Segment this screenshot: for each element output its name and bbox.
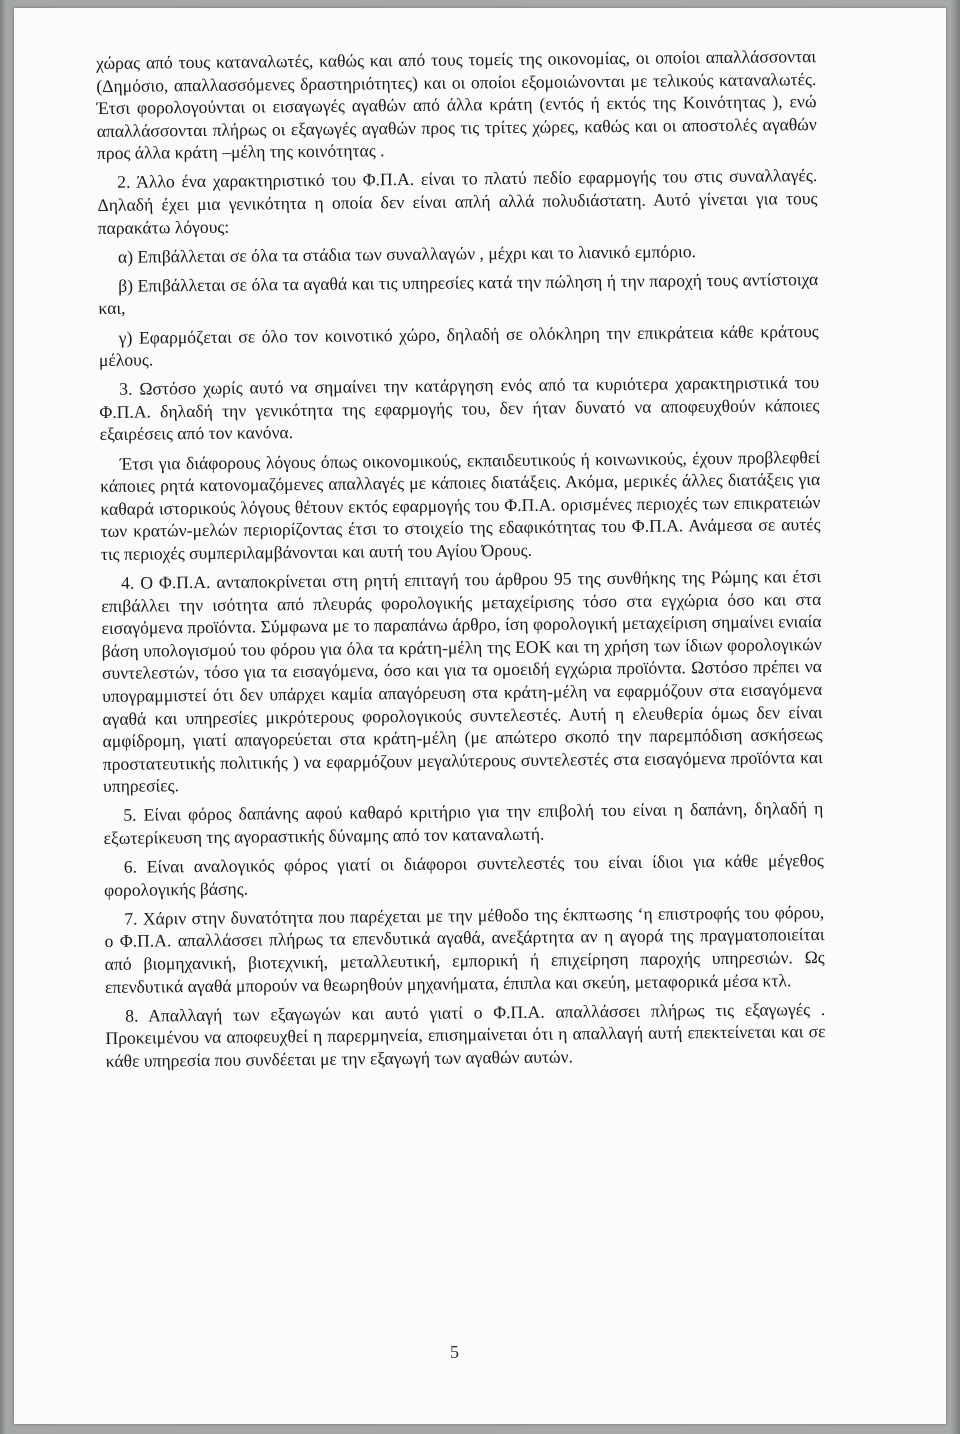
paragraph-intro: χώρας από τους καταναλωτές, καθώς και από τους τομείς της οικονομίας, οι οποίοι απαλλάσσονται (Δημόσιο, απαλλασσόμενες δραστηριότητες) και οι οποίοι εξομοιώνονται με τελικούς καταναλωτές. Έτσι φορολογούνται οι εισαγωγές αγαθών από άλλα κράτη (εντός ή εκτός της Κοινότητας ), ενώ απαλλάσσονται πλήρως οι εξαγωγές αγαθών προς τις τρίτες χώρες, καθώς και οι αποστολές αγαθών προς άλλα κράτη –μέλη της κοινότητας . <box>96 46 817 164</box>
paragraph-point-5: 5. Είναι φόρος δαπάνης αφού καθαρό κριτήριο για την επιβολή του είναι η δαπάνη, δηλαδή η εξωτερίκευση της αγοραστικής δύναμης από τον καταναλωτή. <box>103 798 824 848</box>
paragraph-exceptions: Έτσι για διάφορους λόγους όπως οικονομικούς, εκπαιδευτικούς ή κοινωνικούς, έχουν προβλεφθεί κάποιες ρητά κατονομαζόμενες απαλλαγές με κάποιες διατάξεις. Ακόμα, μερικές άλλες διατάξεις για καθαρά ιστορικούς λόγους θέτουν εκτός εφαρμογής του Φ.Π.Α. ορισμένες περιοχές των επικρατειών των κρατών-μελών περιορίζοντας έτσι το στοιχείο της εδαφικότητας του Φ.Π.Α. Ανάμεσα σε αυτές τις περιοχές συμπεριλαμβάνονται και αυτή του Αγίου Όρους. <box>100 446 821 564</box>
paragraph-point-2: 2. Άλλο ένα χαρακτηριστικό του Φ.Π.Α. είναι το πλατύ πεδίο εφαρμογής του στις συναλλαγές. Δηλαδή έχει μια γενικότητα η οποία δεν είναι απλή αλλά πολυδιάστατη. Αυτό γίνεται για τους παρακάτω λόγους: <box>97 165 818 238</box>
paragraph-point-3: 3. Ωστόσο χωρίς αυτό να σημαίνει την κατάργηση ενός από τα κυριότερα χαρακτηριστικά του Φ.Π.Α. δηλαδή την γενικότητα της εφαρμογής του, δεν ήταν δυνατό να αποφευχθούν κάποιες εξαιρέσεις από τον κανόνα. <box>99 372 820 445</box>
paragraph-point-6: 6. Είναι αναλογικός φόρος γιατί οι διάφοροι συντελεστές του είναι ίδιοι για κάθε μέγεθος φορολογικής βάσης. <box>103 850 824 900</box>
paragraph-point-8: 8. Απαλλαγή των εξαγωγών και αυτό γιατί ο Φ.Π.Α. απαλλάσσει πλήρως τις εξαγωγές . Προκειμένου να αποφευχθεί η παρερμηνεία, επισημαίνεται ότι η απαλλαγή αυτή επεκτείνεται και σε κάθε υπηρεσία που συνδέεται με την εξαγωγή των αγαθών αυτών. <box>105 998 826 1071</box>
page-number: 5 <box>450 1342 459 1362</box>
document-page <box>14 8 946 1424</box>
paragraph-point-4: 4. Ο Φ.Π.Α. ανταποκρίνεται στη ρητή επιταγή του άρθρου 95 της συνθήκης της Ρώμης και έτσι επιβάλλει την ισότητα από πλευράς φορολογικής μεταχείρισης τόσο στα εγχώρια όσο και στα εισαγόμενα προϊόντα. Σύμφωνα με το παραπάνω άρθρο, ίση φορολογική μεταχείριση σημαίνει ενιαία βάση υπολογισμού του φόρου για όλα τα κράτη-μέλη της ΕΟΚ και τη χρήση των ίδιων φορολογικών συντελεστών, τόσο για τα εισαγόμενα, όσο και για τα ομοειδή εγχώρια προϊόντα. Ωστόσο πρέπει να υπογραμμιστεί ότι δεν υπάρχει καμία απαγόρευση στα κράτη-μέλη να εφαρμόζουν στα εισαγόμενα αγαθά και υπηρεσίες μικρότερους φορολογικούς συντελεστές. Αυτή η ελευθερία όμως δεν είναι αμφίδρομη, γιατί απαγορεύεται στα κράτη-μέλη (με απώτερο σκοπό την παρεμπόδιση ασκήσεως προστατευτικής πολιτικής ) να εφαρμόζουν μεγαλύτερους συντελεστές στα εισαγόμενα προϊόντα και υπηρεσίες. <box>101 566 823 797</box>
paragraph-point-2c: γ) Εφαρμόζεται σε όλο τον κοινοτικό χώρο, δηλαδή σε ολόκληρη την επικράτεια κάθε κράτους μέλους. <box>98 320 819 371</box>
paragraph-point-7: 7. Χάριν στην δυνατότητα που παρέχεται με την μέθοδο της έκπτωσης ‘η επιστροφής του φόρου, ο Φ.Π.Α. απαλλάσσει πλήρως τα επενδυτικά αγαθά, ανεξάρτητα αν η αγορά της πραγματοποιείται από βιομηχανική, βιοτεχνική, μεταλλευτική, εμπορική ή επιχείρηση παροχής υπηρεσιών. Ως επενδυτικά αγαθά μπορούν να θεωρηθούν μηχανήματα, έπιπλα και σκεύη, μεταφορικά μέσα κτλ. <box>104 901 825 997</box>
body-text <box>96 45 826 1079</box>
paragraph-point-2b: β) Επιβάλλεται σε όλα τα αγαθά και τις υπηρεσίες κατά την πώληση ή την παροχή τους αντίστοιχα και, <box>98 268 819 319</box>
paragraph-point-2a: α) Επιβάλλεται σε όλα τα στάδια των συναλλαγών , μέχρι και το λιανικό εμπόριο. <box>117 241 697 267</box>
